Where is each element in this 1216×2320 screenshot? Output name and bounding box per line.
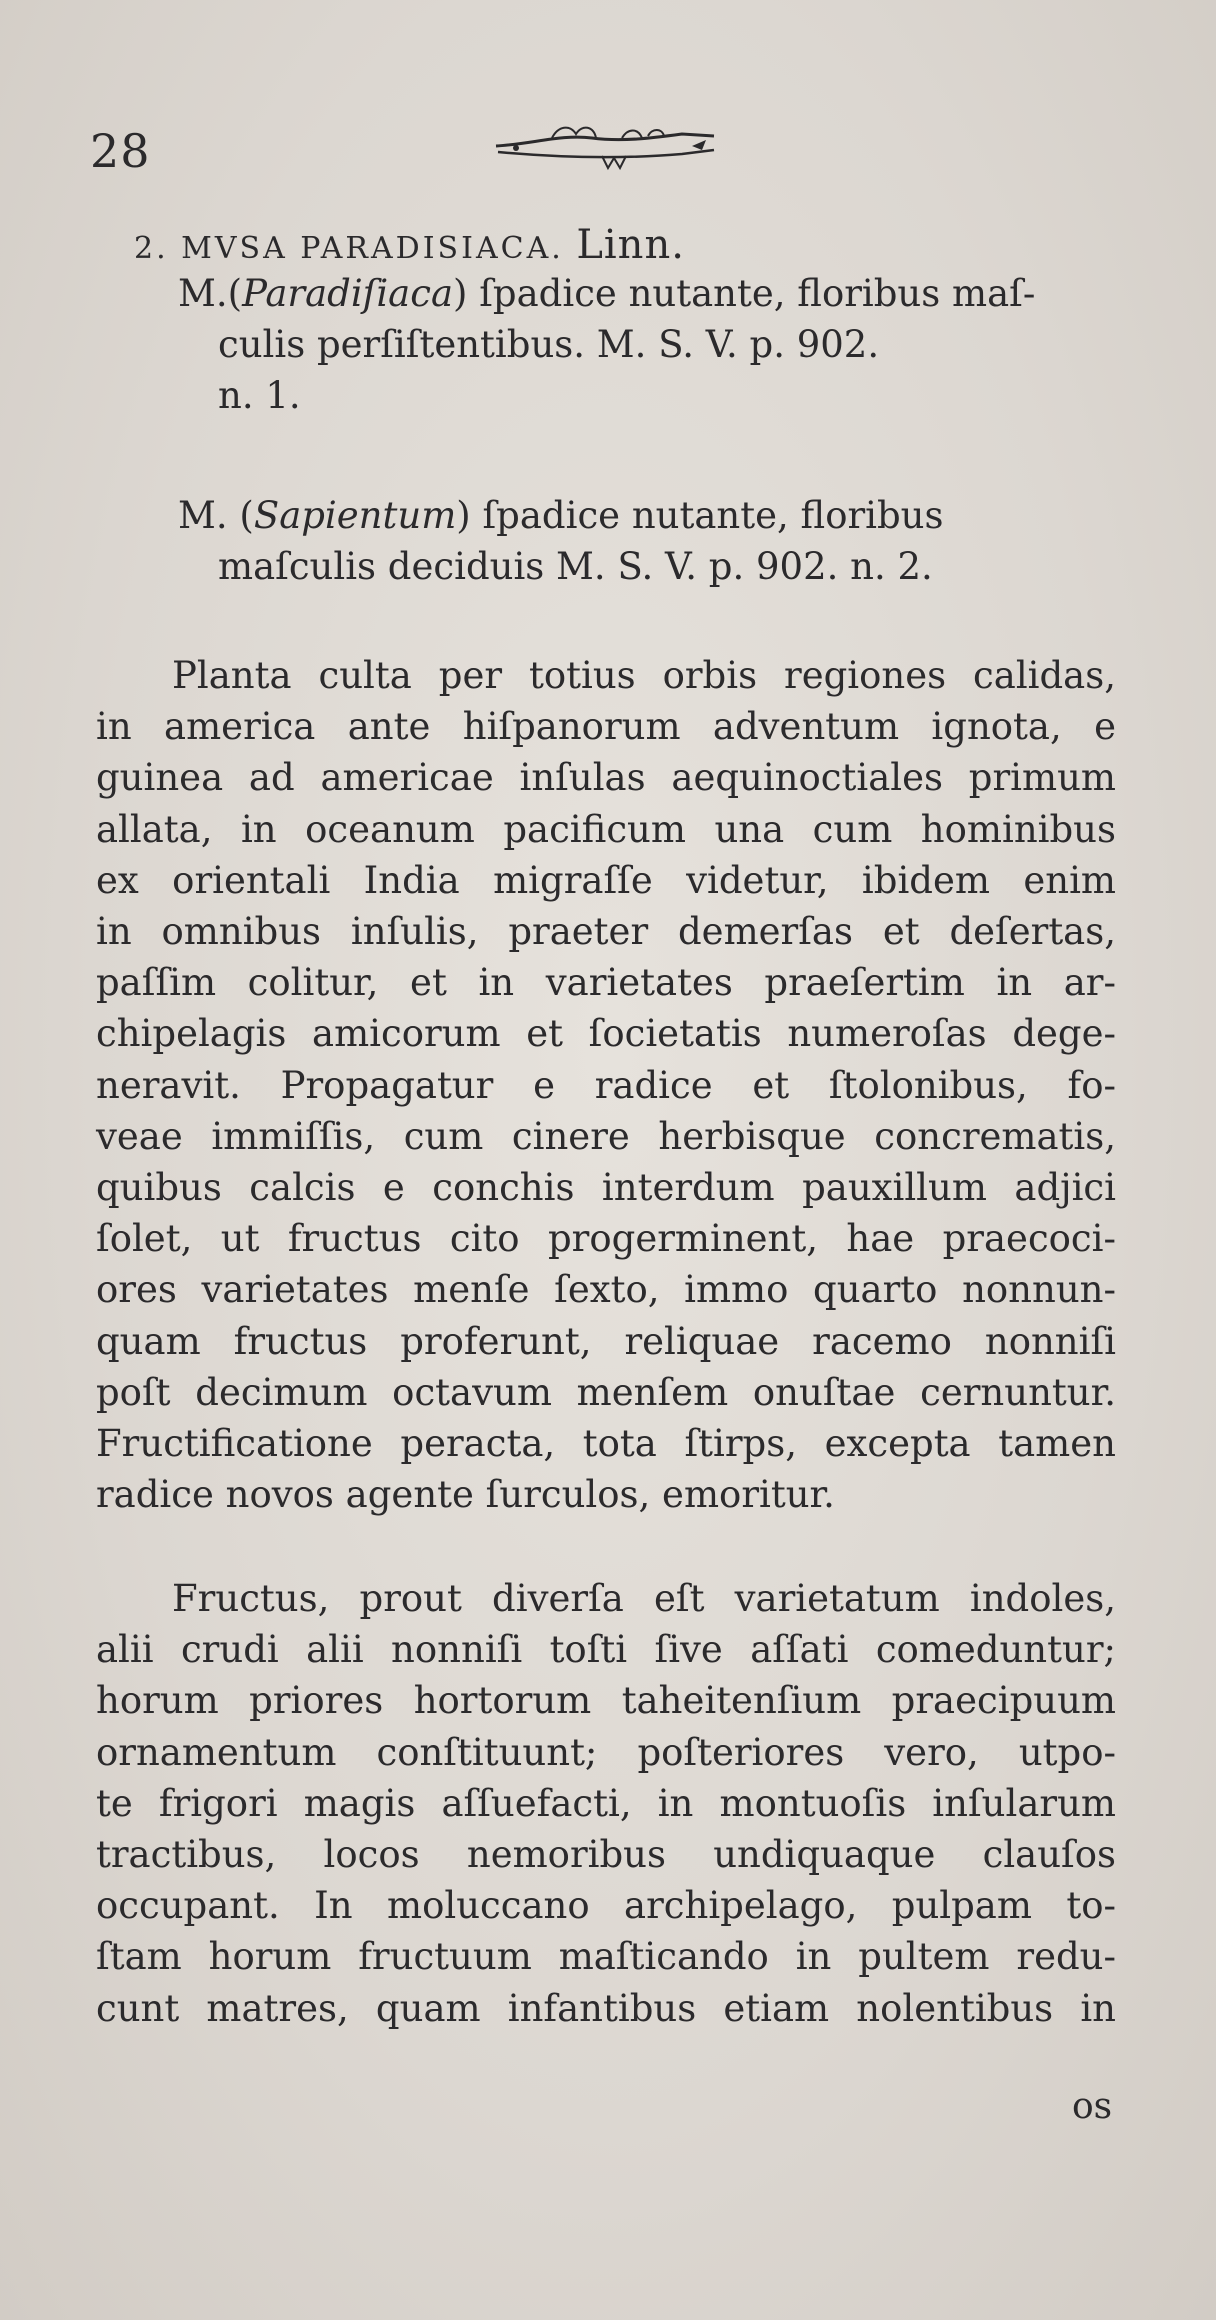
text-line: te frigori magis aſſuefacti, in montuoſis inſularum <box>96 1781 1116 1825</box>
text-line: alii crudi alii nonniſi toſti ſive aſſati comeduntur; <box>96 1628 1116 1672</box>
text-line: Fructificatione peracta, tota ſtirps, excepta tamen <box>96 1422 1116 1466</box>
body-paragraph <box>96 1573 1116 2034</box>
text-line: radice novos agente ſurculos, emoritur. <box>96 1473 835 1517</box>
text-line: ſolet, ut fructus cito progerminent, hae praecoci- <box>96 1217 1116 1261</box>
synonym-text: ſpadice nutante, floribus <box>482 494 944 537</box>
species-label: 2. MVSA PARADISIACA. <box>134 231 564 266</box>
text-line: ornamentum conſtituunt; poſteriores vero, utpo- <box>96 1730 1116 1774</box>
text-line: quam fructus proferunt, reliquae racemo nonniſi <box>96 1319 1116 1363</box>
text-line: ex orientali India migraſſe videtur, ibidem enim <box>96 858 1116 902</box>
text-line: tractibus, locos nemoribus undiquaque clauſos <box>96 1833 1116 1877</box>
text-line: in america ante hiſpanorum adventum ignota, e <box>96 705 1116 749</box>
synonym-name: M. (Sapientum) <box>178 494 471 537</box>
synonym-entry <box>178 490 1113 592</box>
species-heading <box>134 222 685 268</box>
synonym-text: ſpadice nutante, floribus maſ- <box>479 272 1036 315</box>
text-line: quibus calcis e conchis interdum pauxillum adjici <box>96 1166 1116 1210</box>
page-number: 28 <box>90 124 151 178</box>
synonym-text: maſculis deciduis M. S. V. p. 902. n. 2. <box>218 545 933 588</box>
species-author: Linn. <box>576 222 685 268</box>
text-line: allata, in oceanum pacificum una cum hominibus <box>96 807 1116 851</box>
synonym-text: culis perſiſtentibus. M. S. V. p. 902. <box>218 323 880 366</box>
text-line: ores varietates menſe ſexto, immo quarto nonnun- <box>96 1268 1116 1312</box>
body-paragraph <box>96 650 1116 1520</box>
text-line: poſt decimum octavum menſem onuſtae cernuntur. <box>96 1370 1116 1414</box>
ornament-flourish-icon <box>492 116 718 176</box>
text-line: ſtam horum fructuum maſticando in pultem redu- <box>96 1935 1116 1979</box>
synonym-name: M.(Paradiſiaca) <box>178 272 468 315</box>
text-line: Fructus, prout diverſa eſt varietatum indoles, <box>172 1577 1116 1620</box>
text-line: paſſim colitur, et in varietates praeſertim in ar- <box>96 961 1116 1005</box>
text-line: horum priores hortorum taheitenſium praecipuum <box>96 1679 1116 1723</box>
text-line: Planta culta per totius orbis regiones calidas, <box>172 654 1116 697</box>
synonym-entry <box>178 268 1113 421</box>
catchword: os <box>1072 2086 1113 2127</box>
text-line: occupant. In moluccano archipelago, pulpam to- <box>96 1884 1116 1928</box>
text-line: cunt matres, quam infantibus etiam nolentibus in <box>96 1986 1116 2030</box>
text-line: in omnibus inſulis, praeter demerſas et deſertas, <box>96 910 1116 954</box>
text-line: guinea ad americae inſulas aequinoctiales primum <box>96 756 1116 800</box>
text-line: veae immiſſis, cum cinere herbisque concrematis, <box>96 1114 1116 1158</box>
synonym-text: n. 1. <box>218 374 301 417</box>
text-line: neravit. Propagatur e radice et ſtolonibus, fo- <box>96 1063 1116 1107</box>
text-line: chipelagis amicorum et ſocietatis numeroſas dege- <box>96 1012 1116 1056</box>
